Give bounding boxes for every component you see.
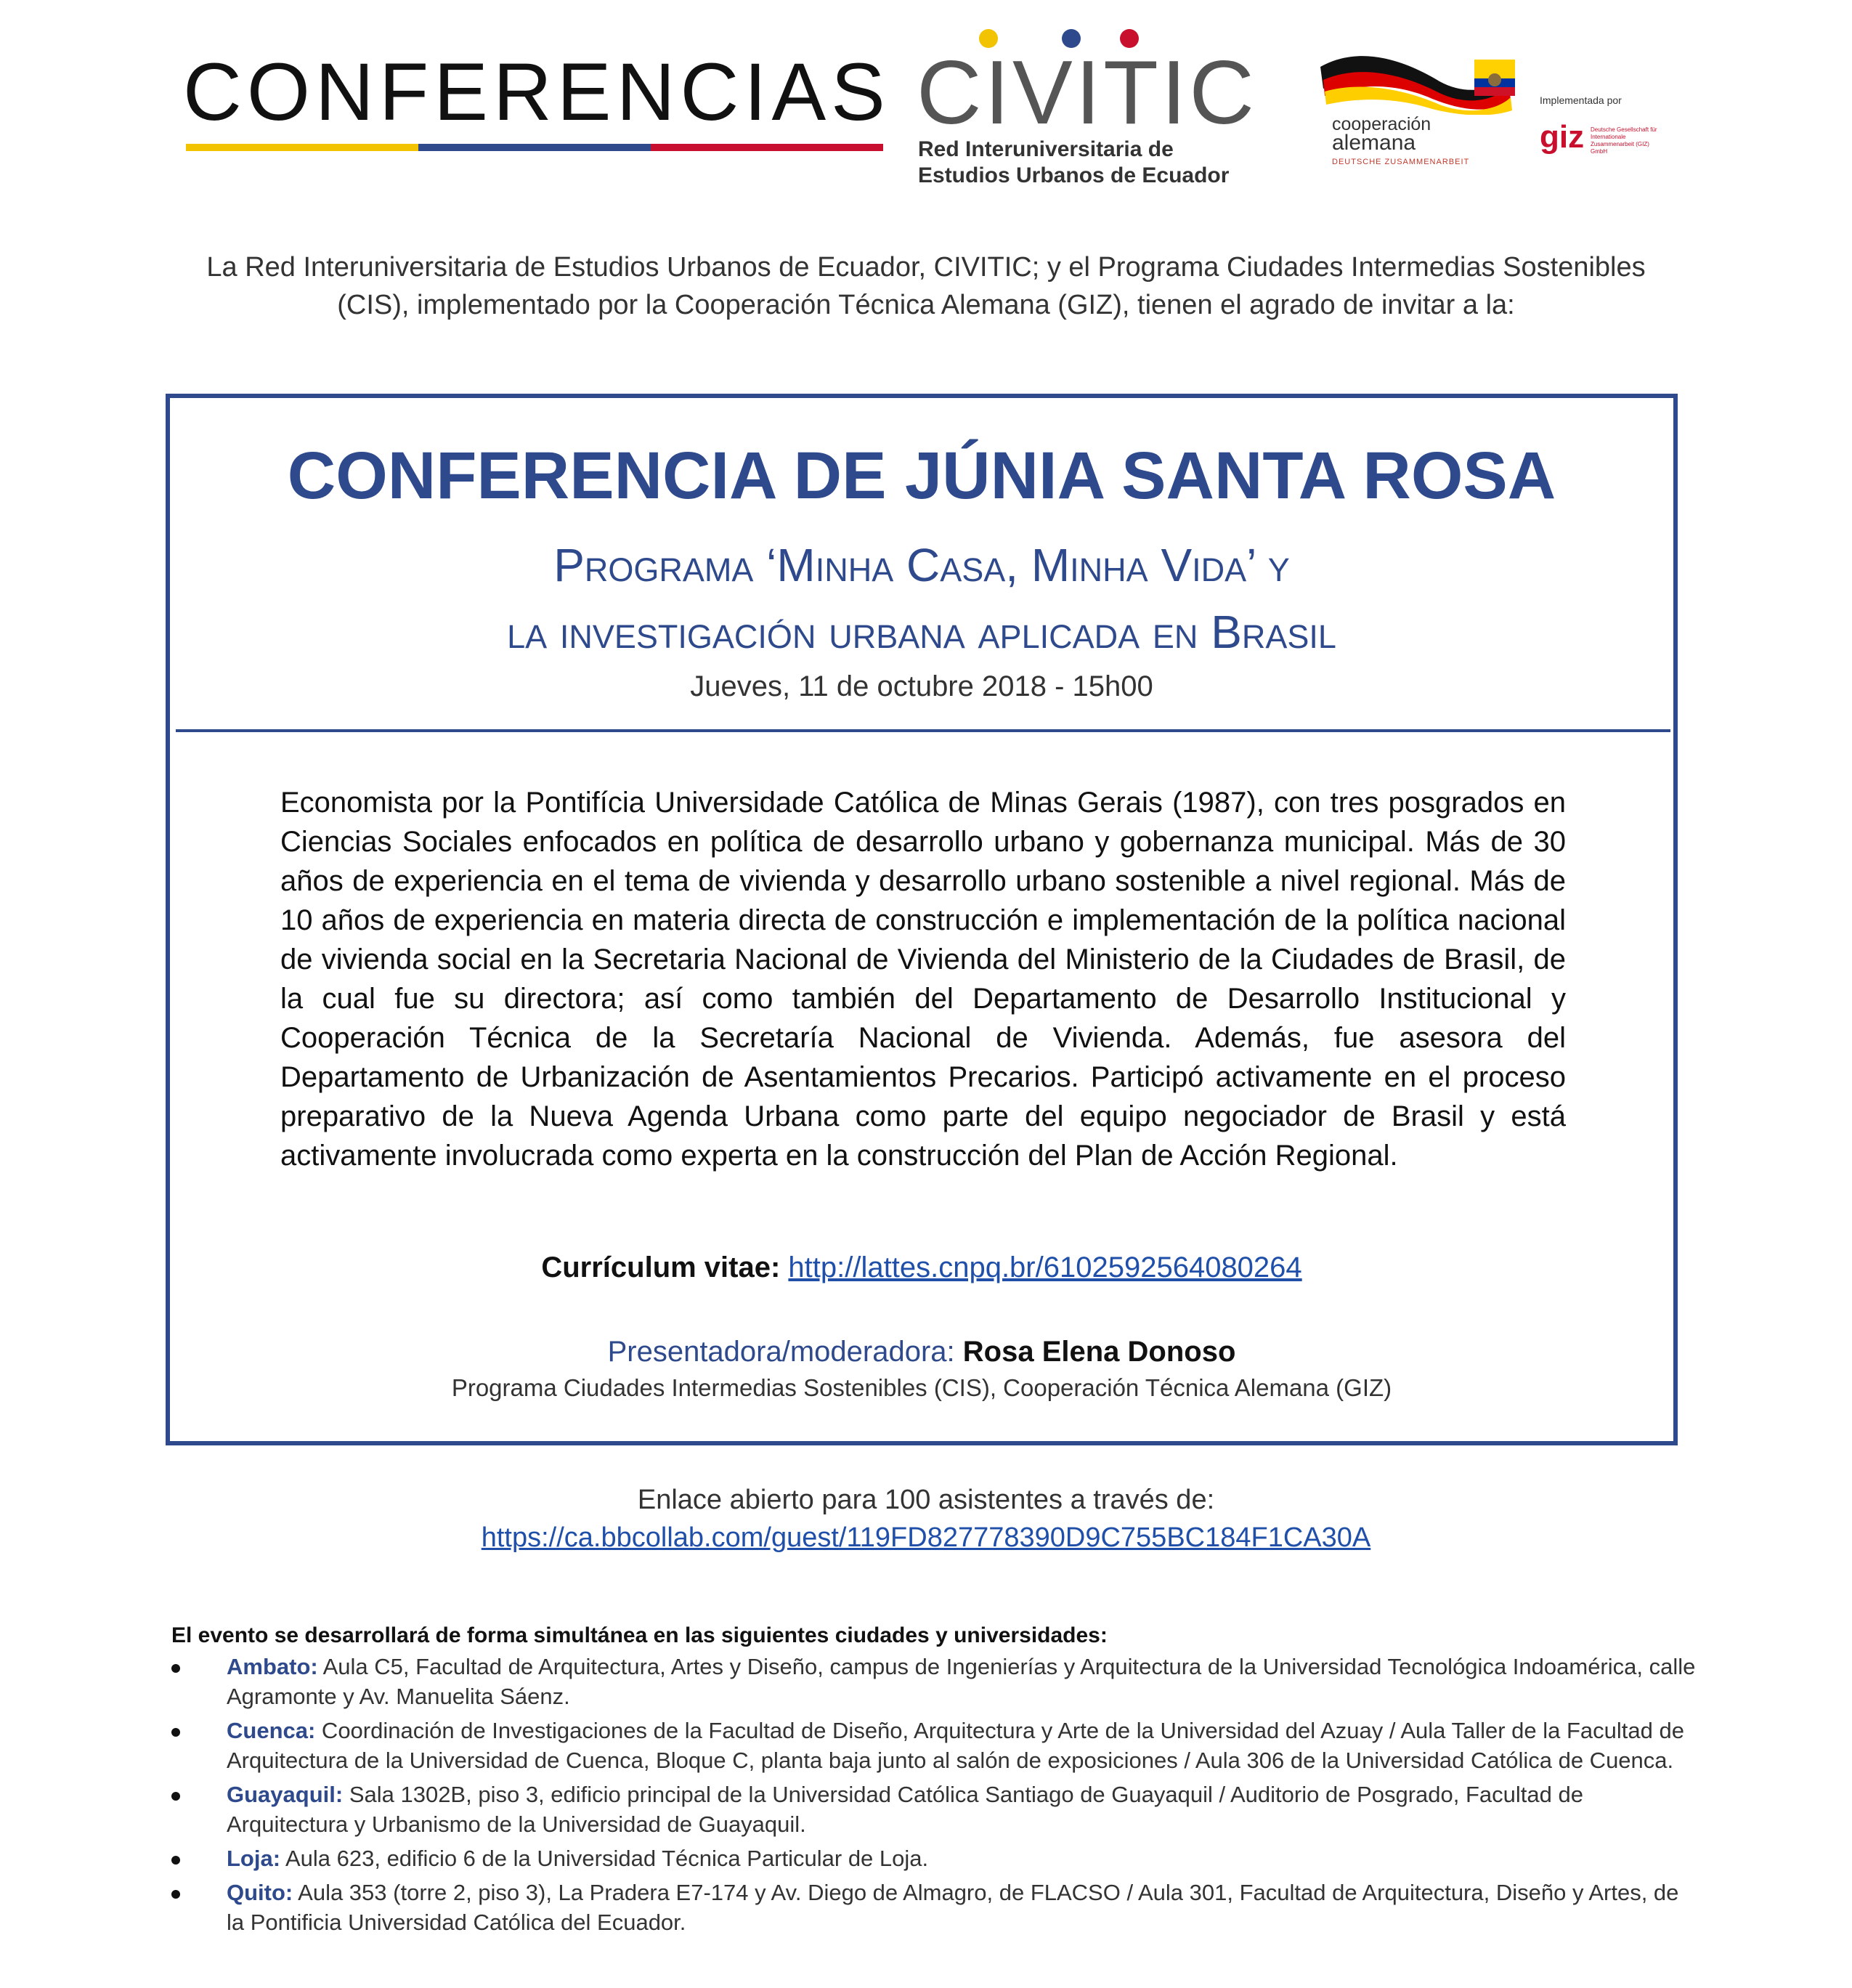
city-name: Ambato: — [227, 1654, 318, 1679]
moderator-organization: Programa Ciudades Intermedias Sostenibles (CIS), Cooperación Técnica Alemana (GIZ) — [451, 1374, 1392, 1401]
cooperacion-alemana-logo — [1316, 45, 1534, 176]
civitic-subtitle — [918, 137, 1229, 189]
moderator-line — [170, 1334, 1673, 1370]
intro-paragraph: La Red Interuniversitaria de Estudios Urbanos de Ecuador, CIVITIC; y el Programa Ciudades Intermedias Sostenibles (CIS), implementado por la Cooperación Técnica Alemana (GIZ), tienen el agrado de invitar a la: — [206, 252, 1646, 320]
bullet-icon — [171, 1664, 180, 1673]
access-intro: Enlace abierto para 100 asistentes a través de: — [637, 1485, 1215, 1515]
city-venue: Sala 1302B, piso 3, edificio principal de la Universidad Católica Santiago de Guayaquil / Auditorio de Posgrado, Facultad de Arquitectura y Urbanismo de la Universidad de Guayaquil. — [227, 1782, 1583, 1837]
civitic-wordmark: CIVITIC — [917, 43, 1257, 143]
conference-date: Jueves, 11 de octubre 2018 - 15h00 — [690, 670, 1153, 702]
list-item — [171, 1716, 1697, 1775]
list-item — [171, 1843, 1697, 1873]
giz-implementada: Implementada por — [1540, 94, 1622, 106]
moderator-label: Presentadora/moderadora: — [607, 1336, 955, 1368]
city-list — [171, 1652, 1697, 1942]
yellow-segment — [186, 144, 418, 151]
conference-box — [166, 394, 1678, 1445]
city-venue: Aula 623, edificio 6 de la Universidad Técnica Particular de Loja. — [280, 1846, 929, 1871]
conference-title: CONFERENCIA DE JÚNIA SANTA ROSA — [287, 439, 1556, 513]
coop-line2: alemana — [1332, 131, 1416, 155]
city-name: Loja: — [227, 1846, 281, 1871]
blue-segment — [418, 144, 651, 151]
giz-fineprint: Deutsche Gesellschaft für Internationale Zusammenarbeit (GIZ) GmbH — [1591, 126, 1657, 155]
city-venue: Coordinación de Investigaciones de la Facultad de Diseño, Arquitectura y Arte de la Universidad del Azuay / Aula Taller de la Facultad de Arquitectura de la Universidad de Cuenca, Bloque C, planta baja junto al salón de exposiciones / Aula 306 de la Universidad Católica de Cuenca. — [227, 1718, 1684, 1773]
cities-heading: El evento se desarrollará de forma simultánea en las siguientes ciudades y universidades: — [171, 1623, 1108, 1647]
giz-logo-block — [1540, 94, 1685, 167]
city-name: Cuenca: — [227, 1718, 316, 1743]
moderator-name: Rosa Elena Donoso — [962, 1336, 1236, 1368]
flag-ribbon-icon — [1316, 45, 1534, 115]
cv-link[interactable]: http://lattes.cnpq.br/6102592564080264 — [788, 1251, 1302, 1283]
bullet-icon — [171, 1792, 180, 1801]
coop-line1: cooperación — [1332, 114, 1431, 134]
bullet-icon — [171, 1728, 180, 1737]
civitic-subtitle-line1: Red Interuniversitaria de — [918, 137, 1174, 161]
bullet-icon — [171, 1890, 180, 1899]
bullet-icon — [171, 1856, 180, 1865]
subtitle-line1: Programa ‘Minha Casa, Minha Vida’ y — [553, 539, 1290, 591]
cv-label: Currículum vitae: — [541, 1251, 781, 1283]
giz-logo: giz — [1540, 119, 1585, 155]
city-name: Quito: — [227, 1880, 293, 1905]
coop-line3: DEUTSCHE ZUSAMMENARBEIT — [1332, 158, 1470, 166]
speaker-bio: Economista por la Pontifícia Universidade Católica de Minas Gerais (1987), con tres posgrados en Ciencias Sociales enfocados en política de desarrollo urbano y gobernanza municipal. Más de 30 años de experiencia en el tema de vivienda y desarrollo urbano sostenible a nivel regional. Más de 10 años de experiencia en materia directa de construcción e implementación de la política nacional de vivienda social en la Secretaria Nacional de Vivienda del Ministerio de la Ciudades de Brasil, de la cual fue su directora; así como también del Departamento de Desarrollo Institucional y Cooperación Técnica de la Secretaría Nacional de Vivienda. Además, fue asesora del Departamento de Urbanización de Asentamientos Precarios. Participó activamente en el proceso preparativo de la Nueva Agenda Urbana como parte del equipo negociador de Brasil y está activamente involucrada como experta en la construcción del Plan de Acción Regional. — [280, 787, 1566, 1172]
conferencias-logo: CONFERENCIAS — [183, 46, 890, 137]
conference-subtitle — [170, 532, 1673, 665]
list-item — [171, 1652, 1697, 1711]
cooperacion-text — [1332, 115, 1469, 171]
box-divider — [176, 729, 1670, 732]
city-venue: Aula C5, Facultad de Arquitectura, Artes y Diseño, campus de Ingenierías y Arquitectura de la Universidad Tecnológica Indoamérica, calle Agramonte y Av. Manuelita Sáenz. — [227, 1654, 1696, 1709]
session-link[interactable]: https://ca.bbcollab.com/guest/119FD827778390D9C755BC184F1CA30A — [481, 1522, 1371, 1553]
city-venue: Aula 353 (torre 2, piso 3), La Pradera E7-174 y Av. Diego de Almagro, de FLACSO / Aula 301, Facultad de Arquitectura, Diseño y Artes, de la Pontificia Universidad Católica del Ecuador. — [227, 1880, 1679, 1935]
list-item — [171, 1878, 1697, 1937]
civitic-subtitle-line2: Estudios Urbanos de Ecuador — [918, 163, 1230, 187]
city-name: Guayaquil: — [227, 1782, 344, 1807]
subtitle-line2: la investigación urbana aplicada en Brasil — [507, 606, 1336, 658]
red-segment — [651, 144, 883, 151]
list-item — [171, 1780, 1697, 1839]
tricolor-underline — [186, 144, 883, 151]
civitic-logo — [917, 20, 1257, 187]
cv-line — [170, 1249, 1673, 1286]
